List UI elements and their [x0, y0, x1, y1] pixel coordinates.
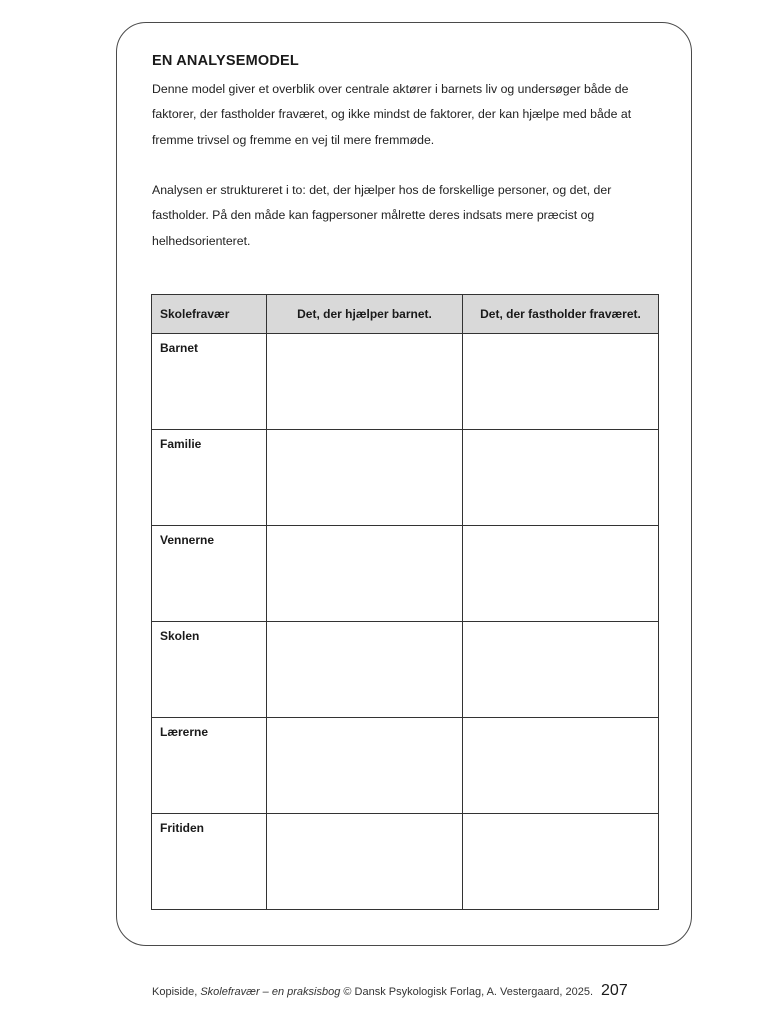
- helps-cell[interactable]: [267, 814, 463, 910]
- footer-copyright: © Dansk Psykologisk Forlag, A. Vestergaard, 2025.: [340, 986, 594, 998]
- row-label: Vennerne: [152, 526, 267, 622]
- footer-prefix: Kopiside,: [152, 986, 201, 998]
- intro-paragraph: Denne model giver et overblik over centrale aktører i barnets liv og undersøger både de faktorer, der fastholder fraværet, og ikke mindst de faktorer, der kan hjælpe med både at fremme trivsel og fremme en vej til mere fremmøde.: [152, 82, 632, 147]
- helps-cell[interactable]: [267, 622, 463, 718]
- structure-paragraph: Analysen er struktureret i to: det, der hjælper hos de forskellige personer, og det, der fastholder. På den måde kan fagpersoner målrette deres indsats mere præcist og helhedsorienteret.: [152, 183, 612, 248]
- table-header-row: [152, 295, 659, 334]
- maintains-cell[interactable]: [463, 622, 659, 718]
- maintains-cell[interactable]: [463, 334, 659, 430]
- table-row: [152, 430, 659, 526]
- maintains-cell[interactable]: [463, 526, 659, 622]
- table-row: [152, 718, 659, 814]
- footer-book-title: Skolefravær – en praksisbog: [200, 986, 341, 998]
- helps-cell[interactable]: [267, 430, 463, 526]
- row-label: Fritiden: [152, 814, 267, 910]
- row-label: Skolen: [152, 622, 267, 718]
- helps-cell[interactable]: [267, 526, 463, 622]
- table-row: [152, 334, 659, 430]
- maintains-cell[interactable]: [463, 814, 659, 910]
- table-row: [152, 814, 659, 910]
- table-row: [152, 622, 659, 718]
- maintains-cell[interactable]: [463, 718, 659, 814]
- analysis-table: [151, 294, 659, 910]
- helps-cell[interactable]: [267, 334, 463, 430]
- page-footer: [152, 982, 658, 1000]
- row-label: Lærerne: [152, 718, 267, 814]
- header-maintains-absence: Det, der fastholder fraværet.: [463, 295, 659, 334]
- section-heading: EN ANALYSEMODEL: [152, 53, 299, 69]
- maintains-cell[interactable]: [463, 430, 659, 526]
- row-label: Familie: [152, 430, 267, 526]
- page-number: 207: [601, 982, 628, 999]
- header-skolefravaer: Skolefravær: [152, 295, 267, 334]
- header-helps-child: Det, der hjælper barnet.: [267, 295, 463, 334]
- row-label: Barnet: [152, 334, 267, 430]
- table-row: [152, 526, 659, 622]
- helps-cell[interactable]: [267, 718, 463, 814]
